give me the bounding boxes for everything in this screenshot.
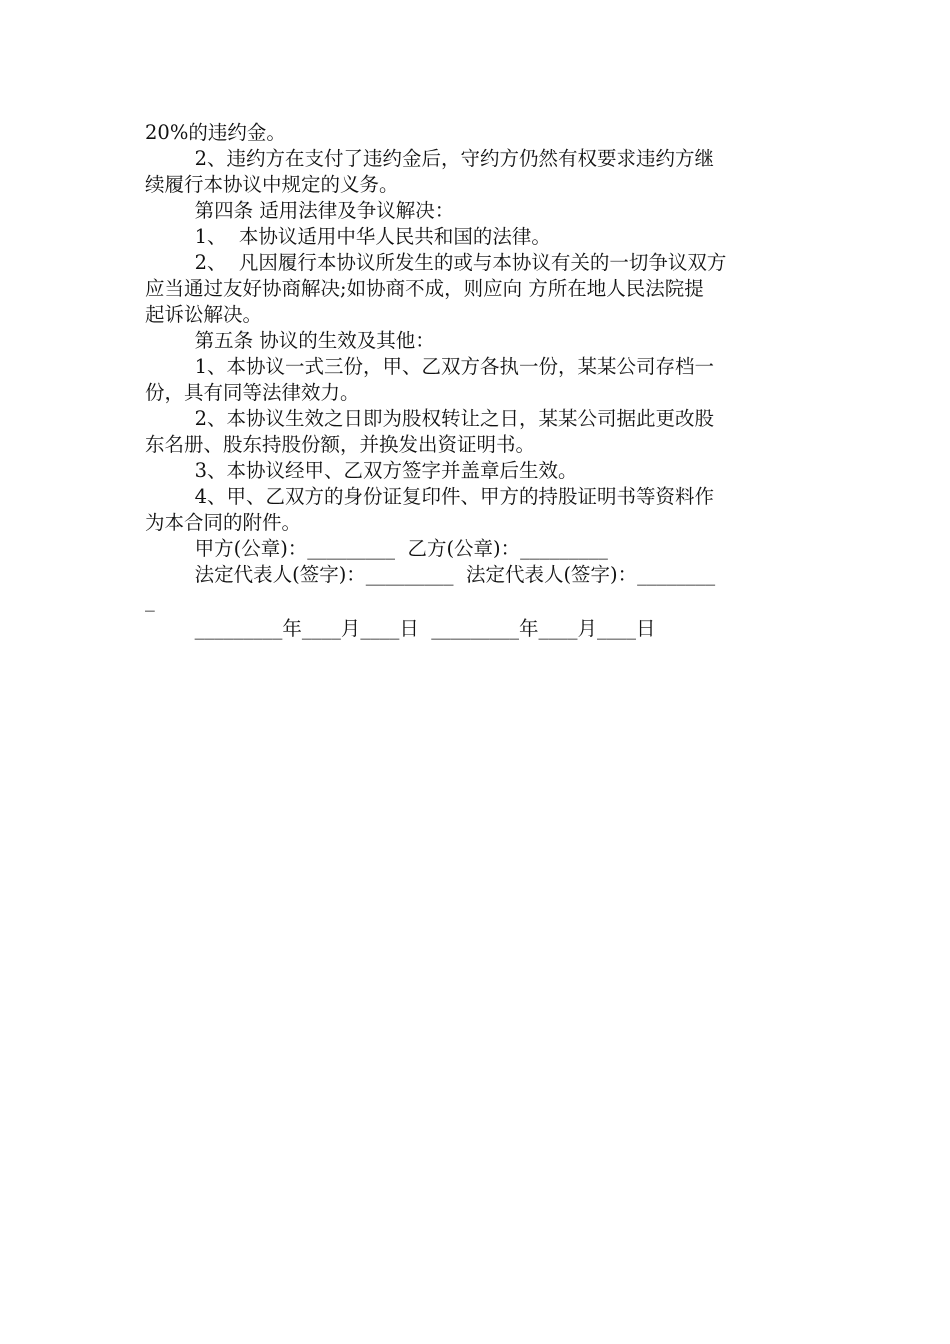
text-line: 2、本协议生效之日即为股权转让之日，某某公司据此更改股 (145, 407, 714, 430)
text-line: 续履行本协议中规定的义务。 (145, 173, 399, 196)
seal-signature-line: 甲方(公章)：_________ 乙方(公章)：_________ (145, 537, 608, 560)
agreement-text (145, 120, 807, 642)
signature-line-overflow: _ (145, 589, 155, 612)
text-line: 2、 凡因履行本协议所发生的或与本协议有关的一切争议双方 (145, 251, 727, 274)
text-line: 东名册、股东持股份额，并换发出资证明书。 (145, 433, 536, 456)
text-line: 3、本协议经甲、乙双方签字并盖章后生效。 (145, 459, 578, 482)
text-line: 应当通过友好协商解决;如协商不成，则应向 方所在地人民法院提 (145, 277, 704, 300)
text-line: 起诉讼解决。 (145, 303, 263, 326)
section-heading-5: 第五条 协议的生效及其他： (145, 329, 435, 352)
representative-signature-line: 法定代表人(签字)：_________ 法定代表人(签字)：________ (145, 563, 716, 586)
text-line: 1、 本协议适用中华人民共和国的法律。 (145, 225, 551, 248)
text-line: 4、甲、乙双方的身份证复印件、甲方的持股证明书等资料作 (145, 485, 714, 508)
text-line: 2、违约方在支付了违约金后，守约方仍然有权要求违约方继 (145, 147, 714, 170)
text-line: 份，具有同等法律效力。 (145, 381, 360, 404)
date-line: _________年____月____日 _________年____月____日 (145, 617, 656, 640)
text-line: 为本合同的附件。 (145, 511, 302, 534)
text-line: 1、本协议一式三份，甲、乙双方各执一份，某某公司存档一 (145, 355, 714, 378)
section-heading-4: 第四条 适用法律及争议解决： (145, 199, 455, 222)
text-line: 20%的违约金。 (145, 121, 286, 144)
